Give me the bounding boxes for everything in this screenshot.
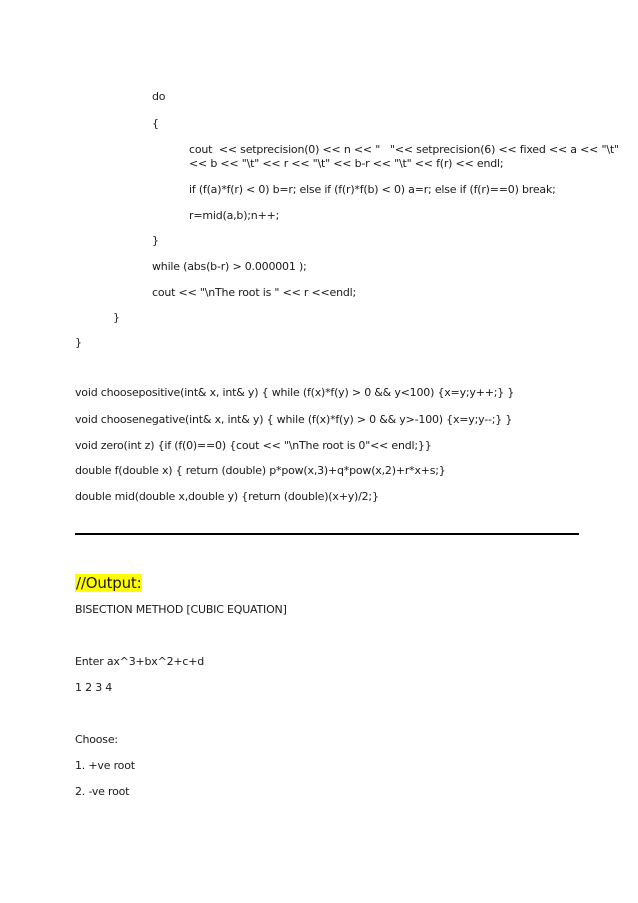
code-do-keyword: do <box>152 90 166 103</box>
code-fn-zero: void zero(int z) {if (f(0)==0) {cout << "\nThe root is 0"<< endl;}} <box>75 439 432 452</box>
output-choose-label: Choose: <box>75 733 118 746</box>
code-if-line: if (f(a)*f(r) < 0) b=r; else if (f(r)*f(b) < 0) a=r; else if (f(r)==0) break; <box>189 183 556 196</box>
output-heading: //Output: <box>76 574 142 592</box>
code-cout-line-1: cout << setprecision(0) << n << " "<< setprecision(6) << fixed << a << "\t" <box>189 143 619 156</box>
code-fn-choosepositive: void choosepositive(int& x, int& y) { while (f(x)*f(y) > 0 && y<100) {x=y;y++;} } <box>75 386 515 399</box>
code-cout-line-2: << b << "\t" << r << "\t" << b-r << "\t" << f(r) << endl; <box>189 157 504 170</box>
code-mid-line: r=mid(a,b);n++; <box>189 209 280 222</box>
code-cout-root-line: cout << "\nThe root is " << r <<endl; <box>152 286 357 299</box>
code-close-brace-outer: } <box>75 336 82 349</box>
output-option-1: 1. +ve root <box>75 759 135 772</box>
code-close-brace-mid: } <box>113 311 120 324</box>
code-close-brace-inner: } <box>152 234 159 247</box>
horizontal-divider <box>75 533 579 535</box>
code-open-brace-inner: { <box>152 117 159 130</box>
code-fn-f: double f(double x) { return (double) p*pow(x,3)+q*pow(x,2)+r*x+s;} <box>75 464 446 477</box>
code-while-line: while (abs(b-r) > 0.000001 ); <box>152 260 307 273</box>
output-enter-prompt: Enter ax^3+bx^2+c+d <box>75 655 205 668</box>
output-title: BISECTION METHOD [CUBIC EQUATION] <box>75 603 287 616</box>
code-fn-mid: double mid(double x,double y) {return (double)(x+y)/2;} <box>75 490 379 503</box>
output-option-2: 2. -ve root <box>75 785 130 798</box>
code-fn-choosenegative: void choosenegative(int& x, int& y) { while (f(x)*f(y) > 0 && y>-100) {x=y;y--;} } <box>75 413 513 426</box>
output-input-values: 1 2 3 4 <box>75 681 113 694</box>
